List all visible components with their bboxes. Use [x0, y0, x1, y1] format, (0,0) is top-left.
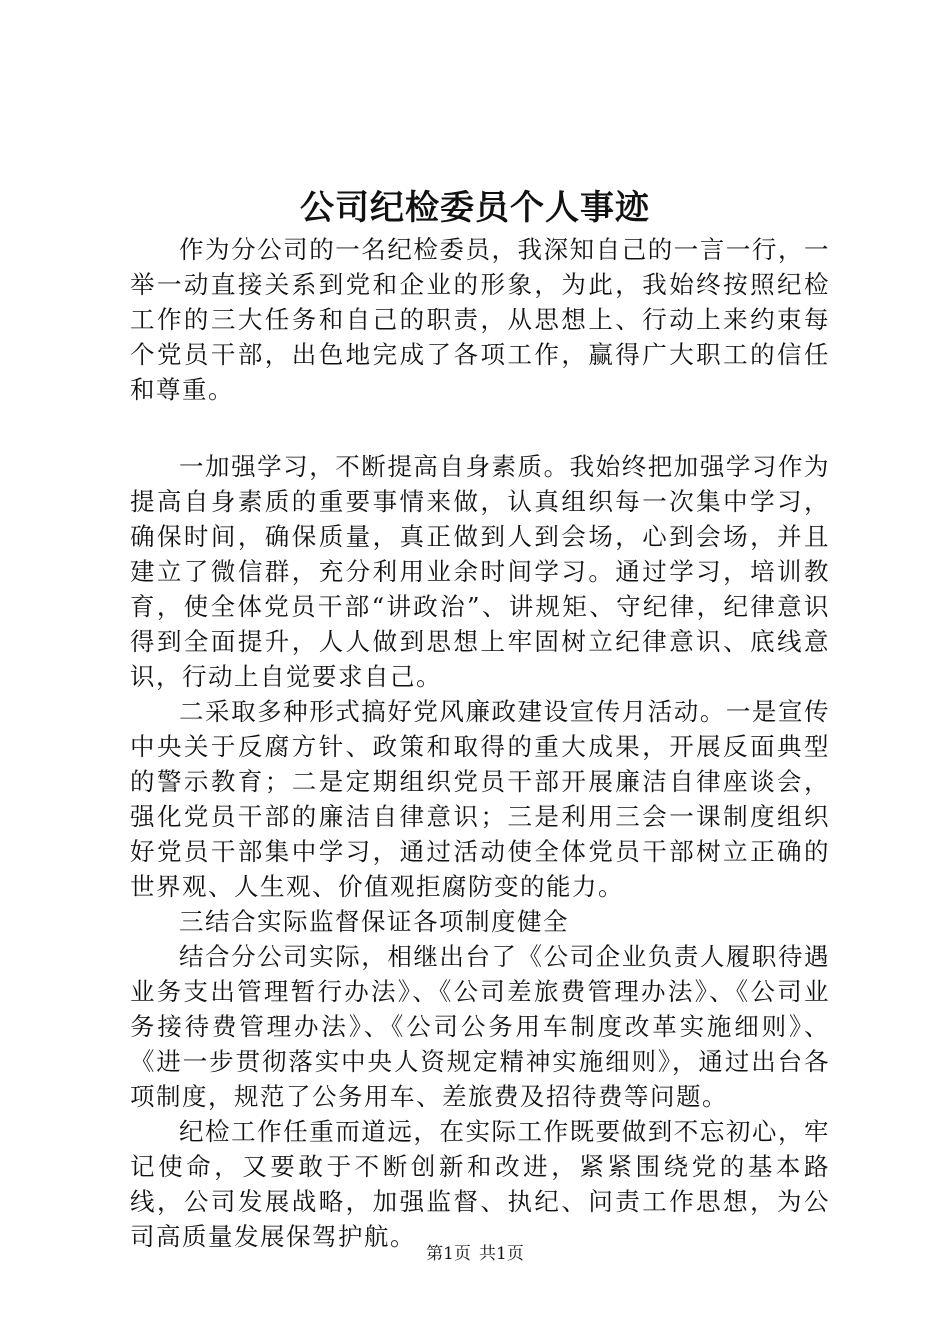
paragraph-campaign: 二采取多种形式搞好党风廉政建设宣传月活动。一是宣传中央关于反腐方针、政策和取得的重大成果，开展反面典型的警示教育；二是定期组织党员干部开展廉洁自律座谈会，强化党员干部的廉洁自律意识；三是利用三会一课制度组织好党员干部集中学习，通过活动使全体党员干部树立正确的世界观、人生观、价值观拒腐防变的能力。: [130, 697, 830, 901]
document-body: [130, 232, 830, 1254]
paragraph-regulations: 结合分公司实际，相继出台了《公司企业负责人履职待遇业务支出管理暂行办法》、《公司差旅费管理办法》、《公司业务接待费管理办法》、《公司公务用车制度改革实施细则》、《进一步贯彻落实中央人资规定精神实施细则》，通过出台各项制度，规范了公务用车、差旅费及招待费等问题。: [130, 942, 830, 1111]
paragraph-conclusion: 纪检工作任重而道远，在实际工作既要做到不忘初心，牢记使命，又要敢于不断创新和改进，紧紧围绕党的基本路线，公司发展战略，加强监督、执纪、问责工作思想，为公司高质量发展保驾护航。: [130, 1117, 830, 1251]
paragraph-heading-supervision: 三结合实际监督保证各项制度健全: [179, 907, 569, 936]
paragraph-intro: 作为分公司的一名纪检委员，我深知自己的一言一行，一举一动直接关系到党和企业的形象，为此，我始终按照纪检工作的三大任务和自己的职责，从思想上、行动上来约束每个党员干部，出色地完成了各项工作，赢得广大职工的信任和尊重。: [130, 235, 830, 404]
page-footer: [0, 1243, 950, 1265]
paragraph-study: 一加强学习，不断提高自身素质。我始终把加强学习作为提高自身素质的重要事情来做，认真组织每一次集中学习，确保时间，确保质量，真正做到人到会场，心到会场，并且建立了微信群，充分利用业余时间学习。通过学习，培训教育，使全体党员干部“讲政治”、讲规矩、守纪律，纪律意识得到全面提升，人人做到思想上牢固树立纪律意识、底线意识，行动上自觉要求自己。: [130, 452, 830, 691]
document-title: 公司纪检委员个人事迹: [300, 188, 650, 228]
page-total: 共1页: [479, 1244, 524, 1264]
page-number: 第1页: [426, 1244, 471, 1264]
